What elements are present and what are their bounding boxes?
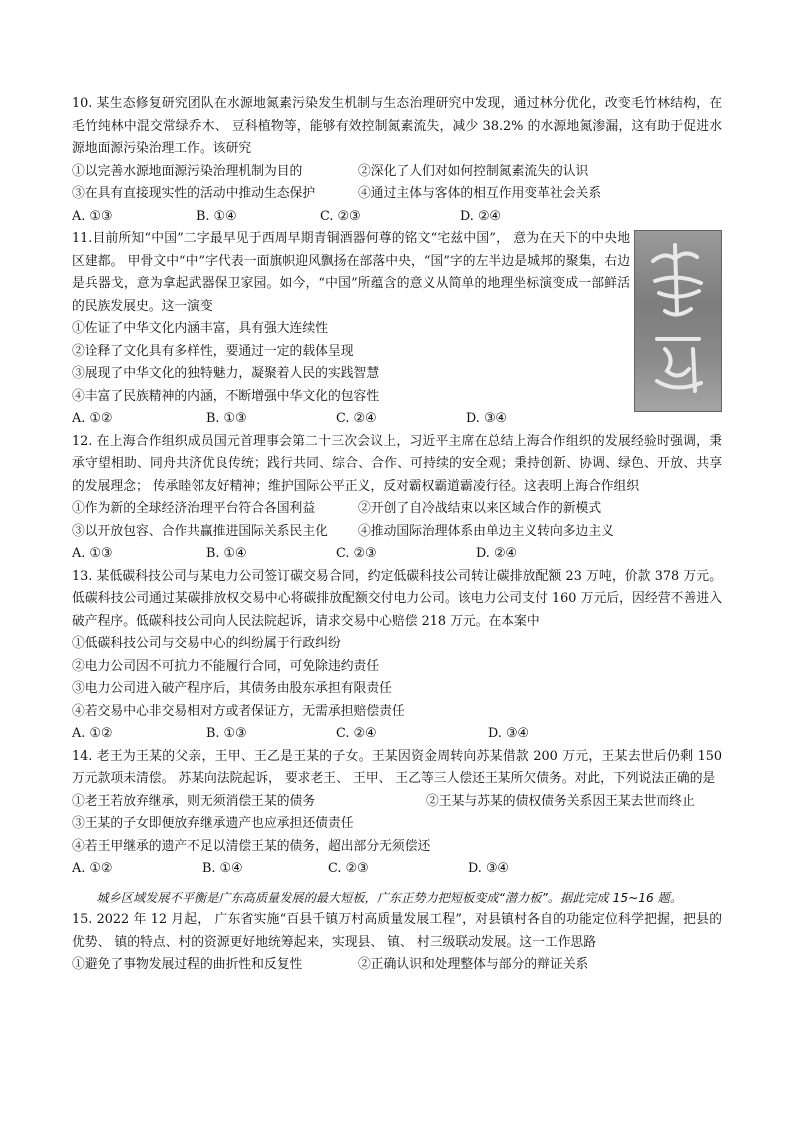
q11-option-b[interactable]: B. ①③ [206,411,247,426]
q10-statement-4: ④通过主体与客体的相互作用变革社会关系 [358,186,602,201]
question-11 [72,228,722,431]
q11-statement-3: ③展现了中华文化的独特魅力，凝聚着人民的实践智慧 [72,366,380,381]
q13-statement-4: ④若交易中心非交易相对方或者保证方，无需承担赔偿责任 [72,703,405,719]
question-13-stem: 13. 某低碳科技公司与某电力公司签订碳交易合同，约定低碳科技公司转让碳排放配额 23 万吨，价款 378 万元。低碳科技公司通过某碳排放权交易中心将碳排放配额交付电力公司。该电力公司支付 160 万元后，因经营不善进入破产程序。低碳科技公司向人民法院起诉，请求交易中心赔偿 218 万元。在本案中 [72,568,722,629]
q14-option-a[interactable]: A. ①② [72,861,113,876]
q12-option-b[interactable]: B. ①④ [206,546,247,561]
q12-option-c[interactable]: C. ②③ [336,546,377,561]
q10-option-d[interactable]: D. ②④ [460,208,501,224]
q14-statement-1: ①老王若放弃继承，则无须消偿王某的债务 [72,793,316,809]
question-14-stem: 14. 老王为王某的父亲，王甲、王乙是王某的子女。王某因资金周转向苏某借款 200 万元，王某去世后仍剩 150 万元款项未清偿。 苏某向法院起诉， 要求老王、 王甲、 王乙等三人偿还王某所欠债务。对此，下列说法正确的是 [72,748,722,786]
q14-statement-3: ③王某的子女即便放弃继承遗产也应承担还债责任 [72,816,354,831]
q11-option-c[interactable]: C. ②④ [336,411,377,426]
question-15-stem: 15. 2022 年 12 月起， 广东省实施“百县千镇万村高质量发展工程”，对县镇村各自的功能定位科学把握，把县的优势、 镇的特点、村的资源更好地统筹起来，实现县、 镇、 村三级联动发展。这一工作思路 [72,912,722,950]
q13-statement-2: ②电力公司因不可抗力不能履行合同，可免除违约责任 [72,658,380,674]
q11-options [72,408,630,431]
section-note: 城乡区域发展不平衡是广东高质量发展的最大短板，广东正势力把短板变成“潜力板”。据此完成 15~16 题。 [96,890,683,905]
q13-statement-1: ①低碳科技公司与交易中心的纠纷属于行政纠纷 [72,636,341,651]
q14-options [72,858,722,881]
q10-option-b[interactable]: B. ①④ [196,208,237,224]
q13-option-b[interactable]: B. ①③ [206,726,247,741]
inscription-glyph-icon [635,231,721,411]
question-12 [72,431,722,566]
q10-options [72,206,722,229]
q10-statement-2: ②深化了人们对如何控制氮素流失的认识 [358,163,589,179]
q13-options [72,723,722,746]
q14-statement-4: ④若王甲继承的遗产不足以清偿王某的债务，超出部分无须偿还 [72,838,431,854]
question-14 [72,746,722,881]
q10-option-c[interactable]: C. ②③ [320,208,361,224]
q13-option-a[interactable]: A. ①② [72,726,113,741]
q11-option-d[interactable]: D. ③④ [466,411,507,426]
q10-statement-1: ①以完善水源地面源污染治理机制为目的 [72,163,303,179]
q13-option-c[interactable]: C. ②④ [336,726,377,741]
q14-option-c[interactable]: C. ②③ [328,861,369,876]
q12-statement-1: ①作为新的全球经济治理平台符合各国利益 [72,501,316,516]
q12-statement-4: ④推动国际治理体系由单边主义转向多边主义 [358,523,614,539]
q12-option-d[interactable]: D. ②④ [476,546,517,561]
q12-option-a[interactable]: A. ①③ [72,546,113,561]
q11-option-a[interactable]: A. ①② [72,411,113,426]
question-10 [72,93,722,228]
q15-statement-1: ①避免了事物发展过程的曲折性和反复性 [72,957,303,972]
q12-statement-3: ③以开放包容、合作共赢推进国际关系民主化 [72,523,328,539]
q12-statement-2: ②开创了自冷战结束以来区域合作的新模式 [358,501,602,516]
q14-option-b[interactable]: B. ①④ [202,861,243,876]
q11-statement-4: ④丰富了民族精神的内涵，不断增强中华文化的包容性 [72,388,380,404]
q14-statement-2: ②王某与苏某的债权债务关系因王某去世而终止 [426,793,695,809]
q11-statement-2: ②诠释了文化具有多样性，要通过一定的载体呈现 [72,343,354,359]
question-13 [72,566,722,746]
q12-options [72,543,722,566]
q15-statement-2: ②正确认识和处理整体与部分的辩证关系 [358,957,589,972]
bronze-inscription-image [634,230,722,412]
question-content [72,93,722,977]
question-10-stem: 10. 某生态修复研究团队在水源地氮素污染发生机制与生态治理研究中发现，通过林分优化，改变毛竹林结构，在毛竹纯林中混交常绿乔木、 豆科植物等，能够有效控制氮素流失，减少 38.2% 的水源地氮渗漏，这有助于促进水源地面源污染治理工作。该研究 [72,96,722,156]
q11-statement-1: ①佐证了中华文化内涵丰富，具有强大连续性 [72,321,328,336]
q10-statement-3: ③在具有直接现实性的活动中推动生态保护 [72,186,316,201]
question-15 [72,909,722,977]
q10-option-a[interactable]: A. ①③ [72,208,113,224]
q13-statement-3: ③电力公司进入破产程序后，其债务由股东承担有限责任 [72,681,392,696]
question-11-stem: 11.目前所知“中国”二字最早见于西周早期青铜酒器何尊的铭文“宅兹中国”， 意为在天下的中央地区建都。 甲骨文中“中”字代表一面旗帜迎风飘扬在部落中央，“国”字的左半边是城邦的聚集，右边是兵器戈，意为拿起武器保卫家园。如今，“中国”所蕴含的意义从简单的地理坐标演变成一部鲜活的民族发展史。这一演变 [72,231,630,314]
q13-option-d[interactable]: D. ③④ [488,726,529,741]
question-12-stem: 12. 在上海合作组织成员国元首理事会第二十三次会议上，习近平主席在总结上海合作组织的发展经验时强调，秉承守望相助、同舟共济优良传统；践行共同、综合、合作、可持续的安全观；秉持创新、协调、绿色、开放、共享的发展理念； 传承睦邻友好精神；维护国际公平正义，反对霸权霸道霸凌行径。这表明上海合作组织 [72,433,722,494]
q14-option-d[interactable]: D. ③④ [468,861,509,876]
